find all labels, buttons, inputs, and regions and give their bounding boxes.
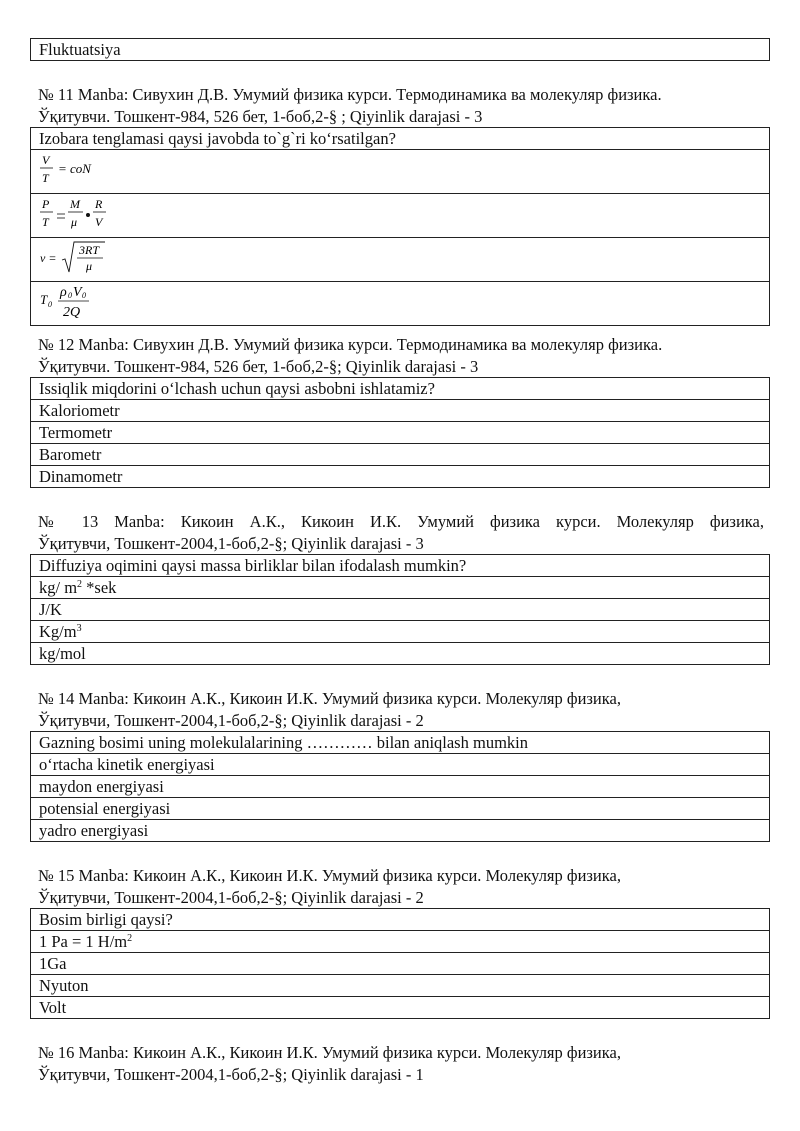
question-12-table <box>30 377 770 488</box>
answer-option: Fluktuatsiya <box>31 39 770 61</box>
formula-denominator: T <box>42 171 49 185</box>
question-11-source-line-2: Ўқитувчи. Тошкент-984, 526 бет, 1-боб,2-§ ; Qiyinlik darajasi - 3 <box>38 107 483 126</box>
question-16-source-line-2: Ўқитувчи, Тошкент-2004,1-боб,2-§; Qiyinlik darajasi - 1 <box>38 1065 424 1084</box>
question-13-option-c <box>31 621 770 643</box>
question-13-source-line-2: Ўқитувчи, Тошкент-2004,1-боб,2-§; Qiyinlik darajasi - 3 <box>38 534 424 553</box>
formula-v-over-t <box>39 150 129 188</box>
formula-temperature <box>39 282 149 320</box>
question-11-option-c <box>31 238 770 282</box>
option-text: 1 Pa = 1 H/m <box>39 932 128 951</box>
question-13-option-d: kg/mol <box>31 643 770 665</box>
formula-numerator: V <box>42 153 50 167</box>
question-11-option-a <box>31 150 770 194</box>
formula-denominator: 2Q <box>63 305 81 320</box>
formula-p-over-t <box>39 194 129 232</box>
formula-numerator-v: V <box>73 285 82 300</box>
formula-subscript: 0 <box>82 291 86 300</box>
question-14-option-b: maydon energiyasi <box>31 776 770 798</box>
formula-rhs: = coN <box>58 161 91 176</box>
formula-denominator: T <box>42 215 49 229</box>
multiplication-dot <box>86 213 90 217</box>
question-15-text: Bosim birligi qaysi? <box>31 909 770 931</box>
question-14-option-a: o‘rtacha kinetik energiyasi <box>31 754 770 776</box>
question-12-source-line-1: № 12 Manba: Сивухин Д.В. Умумий физика курси. Термодинамика ва молекуляр физика. <box>38 335 663 354</box>
formula-numerator: 3RT <box>79 243 100 257</box>
formula-numerator: R <box>95 197 103 211</box>
superscript: 3 <box>76 623 82 634</box>
question-15-source-line-2: Ўқитувчи, Тошкент-2004,1-боб,2-§; Qiyinlik darajasi - 2 <box>38 888 424 907</box>
question-11-source-line-1: № 11 Manba: Сивухин Д.В. Умумий физика курси. Термодинамика ва молекуляр физика. <box>38 85 662 104</box>
option-text: Kg/m <box>39 622 77 641</box>
question-14-option-c: potensial energiyasi <box>31 798 770 820</box>
question-14-table <box>30 731 770 842</box>
question-13-text: Diffuziya oqimini qaysi massa birliklar bilan ifodalash mumkin? <box>31 555 770 577</box>
question-15-option-b: 1Ga <box>31 953 770 975</box>
previous-question-table <box>30 38 770 61</box>
formula-velocity-root <box>39 238 149 276</box>
superscript: 2 <box>77 579 83 590</box>
formula-denominator: μ <box>71 215 78 229</box>
question-12-option-b: Termometr <box>31 422 770 444</box>
question-14-text: Gazning bosimi uning molekulalarining ………… bilan aniqlash mumkin <box>31 732 770 754</box>
question-14-option-d: yadro energiyasi <box>31 820 770 842</box>
option-text: kg/ m <box>39 578 78 597</box>
formula-denominator: V <box>95 215 103 229</box>
question-15-source-line-1: № 15 Manba: Кикоин А.К., Кикоин И.К. Умумий физика курси. Молекуляр физика, <box>38 866 621 885</box>
superscript: 2 <box>127 933 133 944</box>
question-15-table <box>30 908 770 1019</box>
question-13-option-b: J/K <box>31 599 770 621</box>
question-15-option-d: Volt <box>31 997 770 1019</box>
question-11-table <box>30 127 770 326</box>
question-12-text: Issiqlik miqdorini o‘lchash uchun qaysi asbobni ishlatamiz? <box>31 378 770 400</box>
question-14-source-line-2: Ўқитувчи, Тошкент-2004,1-боб,2-§; Qiyinlik darajasi - 2 <box>38 711 424 730</box>
question-12-option-c: Barometr <box>31 444 770 466</box>
option-text-tail: *sek <box>82 578 117 597</box>
question-11-option-b <box>31 194 770 238</box>
formula-lhs: T <box>40 292 48 307</box>
formula-subscript: 0 <box>68 291 72 300</box>
question-11-text: Izobara tenglamasi qaysi javobda to`g`ri ko‘rsatilgan? <box>31 128 770 150</box>
formula-numerator-rho: ρ <box>60 285 67 300</box>
question-13-table <box>30 554 770 665</box>
question-13-source-line-1: № 13 Manba: Кикоин А.К., Кикоин И.К. Умумий физика курси. Молекуляр физика, <box>38 512 764 531</box>
formula-numerator: P <box>42 197 50 211</box>
formula-subscript: 0 <box>48 300 52 309</box>
question-13-option-a <box>31 577 770 599</box>
question-12-option-d: Dinamometr <box>31 466 770 488</box>
question-11-option-d <box>31 282 770 326</box>
question-12-source-line-2: Ўқитувчи. Тошкент-984, 526 бет, 1-боб,2-§; Qiyinlik darajasi - 3 <box>38 357 479 376</box>
formula-denominator: μ <box>86 259 93 273</box>
question-15-option-c: Nyuton <box>31 975 770 997</box>
formula-numerator: M <box>70 197 80 211</box>
question-12-option-a: Kaloriometr <box>31 400 770 422</box>
formula-lhs: v = <box>40 251 57 265</box>
question-16-source-line-1: № 16 Manba: Кикоин А.К., Кикоин И.К. Умумий физика курси. Молекуляр физика, <box>38 1043 621 1062</box>
question-14-source-line-1: № 14 Manba: Кикоин А.К., Кикоин И.К. Умумий физика курси. Молекуляр физика, <box>38 689 621 708</box>
question-15-option-a <box>31 931 770 953</box>
